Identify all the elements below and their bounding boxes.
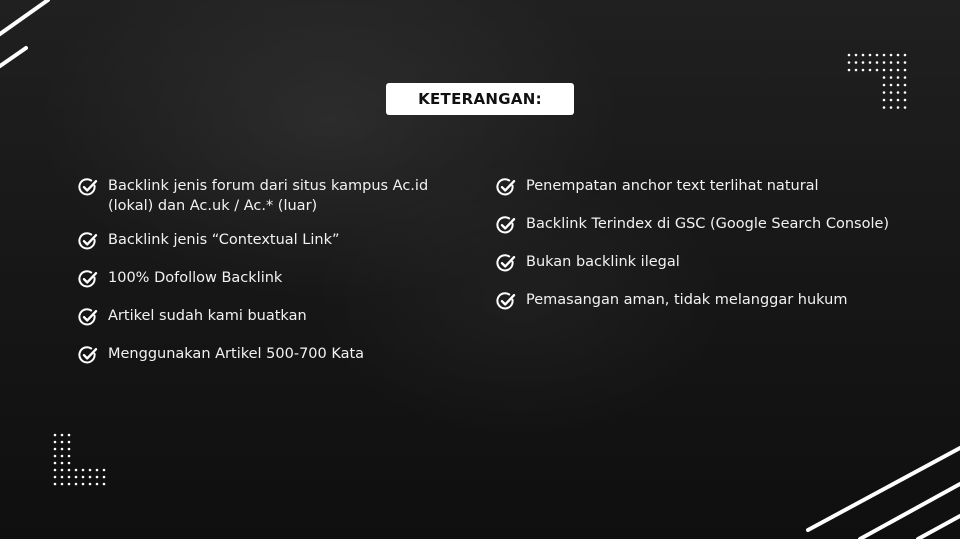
check-circle-icon [496,291,516,311]
decoration-dot [68,455,71,458]
decoration-dot [96,469,99,472]
decoration-dot [848,54,851,57]
decoration-dot [89,476,92,479]
check-circle-icon [78,307,98,327]
decoration-dot [848,69,851,72]
decoration-dot [103,483,106,486]
decoration-dot [68,434,71,437]
decoration-dot [876,54,879,57]
decoration-dot [883,99,886,102]
decoration-dot [904,99,907,102]
decoration-dot [75,483,78,486]
decoration-dot [75,476,78,479]
decoration-dot [897,61,900,64]
decoration-dot [96,483,99,486]
decoration-dot [890,99,893,102]
decoration-dot [61,483,64,486]
decoration-dot [862,54,865,57]
list-item [496,290,916,311]
decoration-dot [883,61,886,64]
list-item-text: Artikel sudah kami buatkan [108,308,307,324]
decoration-dot [897,91,900,94]
decoration-dot [68,448,71,451]
decoration-dot [862,69,865,72]
decoration-dot [61,434,64,437]
decoration-dot [904,54,907,57]
decoration-dot [54,462,57,465]
decoration-dot [890,106,893,109]
decoration-dot [890,61,893,64]
page-title: KETERANGAN: [418,90,542,108]
decoration-dot [54,455,57,458]
decoration-dot [61,441,64,444]
decoration-dot [869,54,872,57]
decoration-dot [855,61,858,64]
list-item [496,214,916,235]
check-circle-icon [496,253,516,273]
check-circle-icon [78,231,98,251]
stripes-bottom-right-decoration [800,440,960,539]
decoration-dot [876,69,879,72]
decoration-dot [897,84,900,87]
decoration-dot [96,476,99,479]
decoration-dot [904,69,907,72]
decoration-dot [61,462,64,465]
check-circle-icon [78,345,98,365]
decoration-dot [75,469,78,472]
decoration-dot [883,54,886,57]
list-item-text: Backlink Terindex di GSC (Google Search Console) [526,216,890,232]
list-item [78,344,478,365]
decoration-dot [890,84,893,87]
list-item [78,268,478,289]
list-item-text: Penempatan anchor text terlihat natural [526,178,819,194]
check-circle-icon [78,269,98,289]
decoration-dot [883,69,886,72]
title-box [386,83,574,115]
dots-bottom-left-decoration [52,432,112,490]
dots-top-right-decoration [846,52,910,114]
check-circle-icon [496,215,516,235]
decoration-dot [904,106,907,109]
decoration-dot [855,54,858,57]
decoration-dot [897,54,900,57]
decoration-dot [904,84,907,87]
list-item [78,176,478,216]
decoration-dot [68,441,71,444]
list-item-text: Backlink jenis forum dari situs kampus Ac.id (lokal) dan Ac.uk / Ac.* (luar) [108,178,429,214]
decoration-dot [855,69,858,72]
list-item [78,306,478,327]
decoration-dot [862,61,865,64]
decoration-dot [890,91,893,94]
decoration-dot [61,448,64,451]
decoration-dot [82,476,85,479]
decoration-dot [54,434,57,437]
check-circle-icon [78,177,98,197]
decoration-dot [890,54,893,57]
decoration-dot [897,99,900,102]
features-list-right [496,176,916,311]
decoration-dot [904,76,907,79]
decoration-dot [54,441,57,444]
decoration-dot [897,69,900,72]
decoration-dot [897,76,900,79]
decoration-dot [61,469,64,472]
decoration-dot [890,76,893,79]
decoration-dot [82,469,85,472]
decoration-dot [869,61,872,64]
decoration-dot [68,483,71,486]
list-item-text: Menggunakan Artikel 500-700 Kata [108,346,365,362]
list-item [496,176,916,197]
decoration-dot [61,455,64,458]
decoration-dot [54,469,57,472]
decoration-dot [883,84,886,87]
features-list-left [78,176,478,365]
decoration-dot [883,106,886,109]
decoration-dot [54,448,57,451]
decoration-dot [68,469,71,472]
decoration-dot [89,483,92,486]
decoration-dot [103,476,106,479]
list-item-text: Pemasangan aman, tidak melanggar hukum [526,292,848,308]
decoration-dot [869,69,872,72]
decoration-dot [82,483,85,486]
stripes-top-left-decoration [0,0,70,75]
decoration-dot [89,469,92,472]
decoration-dot [848,61,851,64]
decoration-dot [54,483,57,486]
list-item-text: Bukan backlink ilegal [526,254,680,270]
decoration-dot [54,476,57,479]
decoration-dot [68,462,71,465]
decoration-dot [61,476,64,479]
decoration-dot [876,61,879,64]
decoration-dot [890,69,893,72]
check-circle-icon [496,177,516,197]
decoration-dot [103,469,106,472]
list-item-text: 100% Dofollow Backlink [108,270,283,286]
decoration-dot [897,106,900,109]
list-item [496,252,916,273]
decoration-dot [904,61,907,64]
list-item-text: Backlink jenis “Contextual Link” [108,232,340,248]
decoration-dot [904,91,907,94]
decoration-dot [883,76,886,79]
decoration-dot [68,476,71,479]
decoration-dot [883,91,886,94]
list-item [78,230,478,251]
